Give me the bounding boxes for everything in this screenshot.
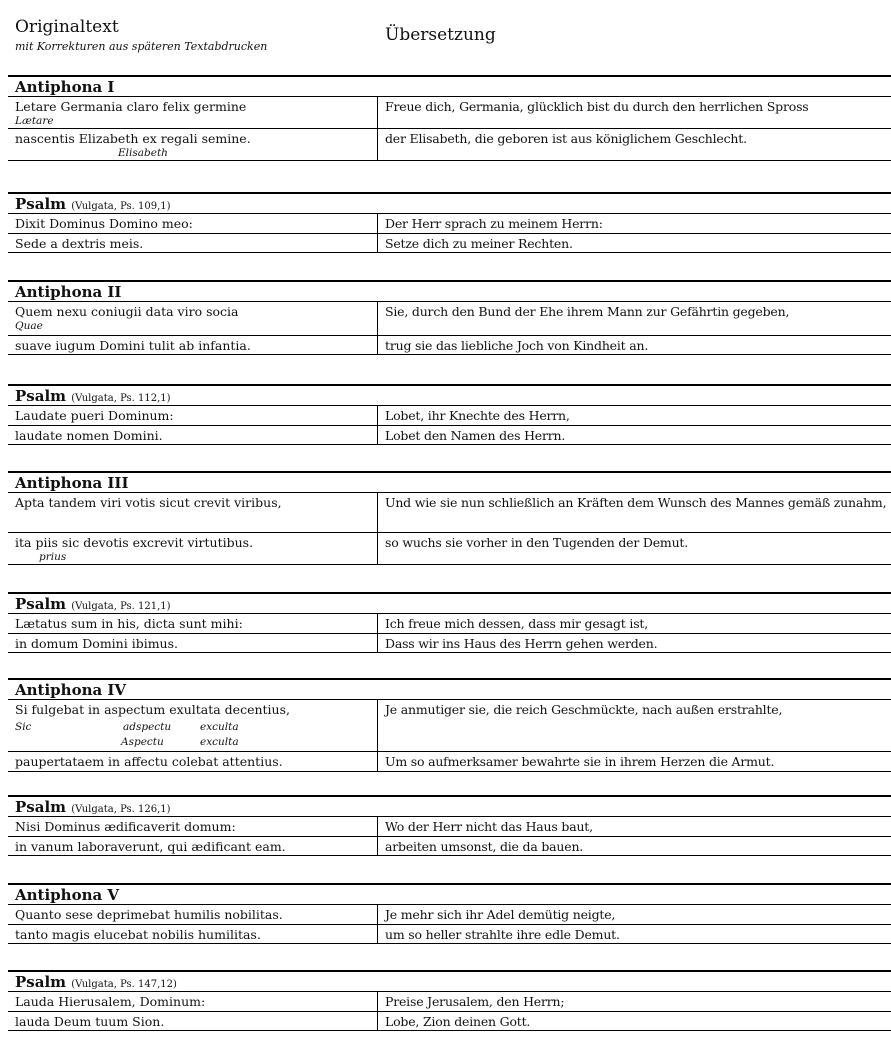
original-text-subheading: mit Korrekturen aus späteren Textabdrucken	[15, 40, 268, 53]
table-row	[8, 836, 891, 856]
correction-note: adspectu	[123, 721, 172, 733]
latin-cell: Dixit Dominus Domino meo:	[8, 214, 378, 233]
latin-cell: suave iugum Domini tulit ab infantia.	[8, 336, 378, 354]
section-antiphona-1	[8, 75, 891, 161]
section-title: Antiphona V	[8, 883, 891, 904]
section-title: Antiphona I	[8, 75, 891, 96]
translation-cell: Freue dich, Germania, glücklich bist du durch den herrlichen Spross	[385, 99, 809, 114]
translation-cell: der Elisabeth, die geboren ist aus königlichem Geschlecht.	[385, 131, 747, 146]
translation-cell: Lobet den Namen des Herrn.	[385, 428, 566, 443]
table-row	[8, 924, 891, 944]
table-row	[8, 128, 891, 161]
correction-note: exculta	[200, 721, 239, 733]
table-row	[8, 213, 891, 233]
latin-cell: Apta tandem viri votis sicut crevit viribus,	[8, 493, 378, 532]
translation-cell: Preise Jerusalem, den Herrn;	[385, 994, 565, 1009]
section-psalm-121	[8, 592, 891, 653]
section-psalm-109	[8, 192, 891, 253]
translation-cell: Je mehr sich ihr Adel demütig neigte,	[385, 907, 616, 922]
section-title: Psalm (Vulgata, Ps. 126,1)	[8, 795, 891, 816]
translation-heading: Übersetzung	[385, 25, 496, 45]
latin-cell: Lauda Hierusalem, Dominum:	[8, 992, 378, 1011]
translation-cell: Lobe, Zion deinen Gott.	[385, 1014, 531, 1029]
latin-cell: Quem nexu coniugii data viro socia Quae	[8, 302, 378, 335]
translation-cell: Um so aufmerksamer bewahrte sie in ihrem Herzen die Armut.	[385, 754, 775, 769]
table-row	[8, 233, 891, 253]
section-title: Psalm (Vulgata, Ps. 147,12)	[8, 970, 891, 991]
section-title: Antiphona III	[8, 471, 891, 492]
table-row	[8, 751, 891, 772]
section-antiphona-3	[8, 471, 891, 565]
table-row	[8, 532, 891, 565]
table-row	[8, 633, 891, 653]
section-title: Psalm (Vulgata, Ps. 121,1)	[8, 592, 891, 613]
translation-cell: Wo der Herr nicht das Haus baut,	[385, 819, 593, 834]
table-row	[8, 1011, 891, 1031]
translation-cell: Lobet, ihr Knechte des Herrn,	[385, 408, 570, 423]
latin-cell: tanto magis elucebat nobilis humilitas.	[8, 925, 378, 943]
section-title: Psalm (Vulgata, Ps. 109,1)	[8, 192, 891, 213]
original-text-heading: Originaltext	[15, 17, 119, 37]
section-psalm-126	[8, 795, 891, 856]
translation-cell: Und wie sie nun schließlich an Kräften dem Wunsch des Mannes gemäß zunahm,	[385, 495, 887, 510]
translation-cell: Je anmutiger sie, die reich Geschmückte, nach außen erstrahlte,	[385, 702, 783, 717]
latin-cell: nascentis Elizabeth ex regali semine. Elisabeth	[8, 129, 378, 160]
table-row	[8, 991, 891, 1011]
latin-cell: ita piis sic devotis excrevit virtutibus. prius	[8, 533, 378, 564]
table-row	[8, 492, 891, 532]
table-row	[8, 335, 891, 355]
translation-cell: Sie, durch den Bund der Ehe ihrem Mann zur Gefährtin gegeben,	[385, 304, 790, 319]
table-row	[8, 613, 891, 633]
latin-cell: Quanto sese deprimebat humilis nobilitas.	[8, 905, 378, 924]
section-title: Antiphona IV	[8, 678, 891, 699]
table-row	[8, 405, 891, 425]
correction-note: Quae	[15, 320, 43, 332]
correction-note: Lætare	[15, 115, 54, 127]
correction-note: Elisabeth	[118, 147, 168, 159]
latin-cell: laudate nomen Domini.	[8, 426, 378, 444]
table-row	[8, 96, 891, 128]
translation-cell: arbeiten umsonst, die da bauen.	[385, 839, 584, 854]
section-title: Psalm (Vulgata, Ps. 112,1)	[8, 384, 891, 405]
latin-cell: Nisi Dominus ædificaverit domum:	[8, 817, 378, 836]
section-antiphona-5	[8, 883, 891, 944]
table-row	[8, 699, 891, 751]
section-psalm-147	[8, 970, 891, 1031]
latin-cell: paupertataem in affectu colebat attentius.	[8, 752, 378, 771]
table-row	[8, 425, 891, 445]
translation-cell: trug sie das liebliche Joch von Kindheit an.	[385, 338, 649, 353]
section-antiphona-2	[8, 280, 891, 355]
table-row	[8, 301, 891, 335]
latin-cell: Letare Germania claro felix germine Lætare	[8, 97, 378, 128]
translation-cell: um so heller strahlte ihre edle Demut.	[385, 927, 620, 942]
latin-cell: Sede a dextris meis.	[8, 234, 378, 252]
table-row	[8, 816, 891, 836]
translation-cell: so wuchs sie vorher in den Tugenden der Demut.	[385, 535, 689, 550]
latin-cell: Si fulgebat in aspectum exultata decentius, Sic adspectu exculta Aspectu exculta	[8, 700, 378, 751]
translation-cell: Ich freue mich dessen, dass mir gesagt ist,	[385, 616, 649, 631]
table-row	[8, 904, 891, 924]
translation-cell: Dass wir ins Haus des Herrn gehen werden.	[385, 636, 658, 651]
latin-cell: in vanum laboraverunt, qui ædificant eam.	[8, 837, 378, 855]
correction-note: Aspectu	[121, 736, 164, 748]
section-title: Antiphona II	[8, 280, 891, 301]
latin-cell: Laudate pueri Dominum:	[8, 406, 378, 425]
translation-cell: Der Herr sprach zu meinem Herrn:	[385, 216, 603, 231]
translation-cell: Setze dich zu meiner Rechten.	[385, 236, 573, 251]
section-antiphona-4	[8, 678, 891, 772]
correction-note: exculta	[200, 736, 239, 748]
correction-note: Sic	[15, 721, 32, 733]
correction-note: prius	[39, 551, 67, 563]
section-psalm-112	[8, 384, 891, 445]
latin-cell: Lætatus sum in his, dicta sunt mihi:	[8, 614, 378, 633]
latin-cell: lauda Deum tuum Sion.	[8, 1012, 378, 1030]
latin-cell: in domum Domini ibimus.	[8, 634, 378, 652]
